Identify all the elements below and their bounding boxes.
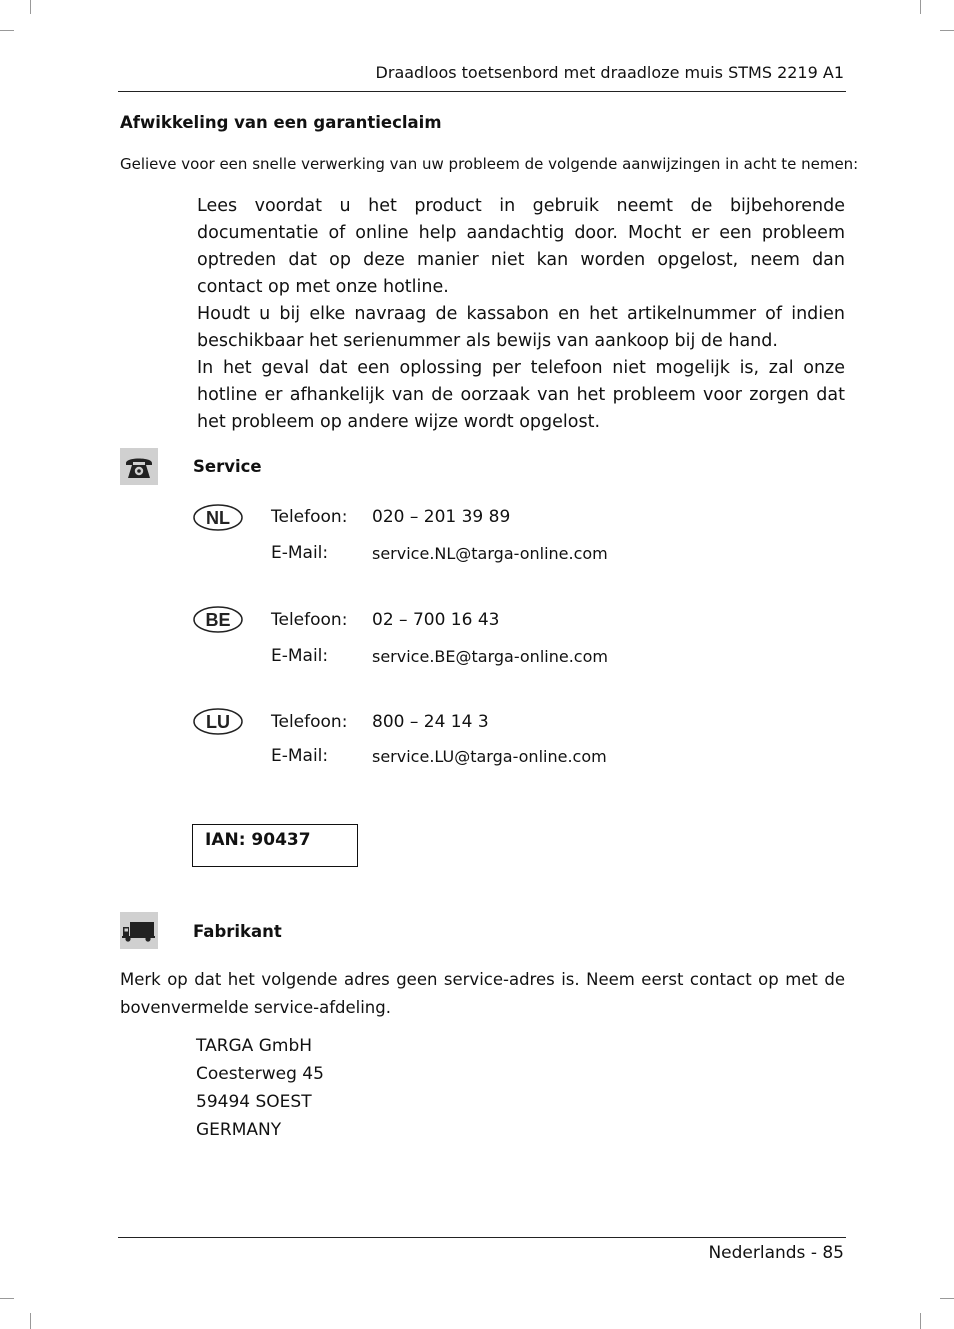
page-footer: Nederlands - 85 xyxy=(708,1243,844,1263)
instruction-paragraph: Lees voordat u het product in gebruik neemt de bijbehorende documentatie of online help aandachtig door. Mocht er een probleem optreden dat op deze manier niet kan worden opgelost, neem dan contact op met onze hotline. xyxy=(197,196,845,297)
svg-text:BE: BE xyxy=(205,610,231,630)
email-be: service.BE@targa-online.com xyxy=(372,647,608,666)
email-label: E-Mail: xyxy=(271,646,329,666)
warranty-heading: Afwikkeling van een garantieclaim xyxy=(120,113,442,132)
address-line: GERMANY xyxy=(196,1120,282,1140)
ian-number: IAN: 90437 xyxy=(205,830,311,850)
instruction-paragraph: Houdt u bij elke navraag de kassabon en het artikelnummer of indien beschikbaar het serienummer als bewijs van aankoop bij de hand. xyxy=(197,304,845,351)
phone-number-be: 02 – 700 16 43 xyxy=(372,610,500,630)
instruction-paragraph: In het geval dat een oplossing per telefoon niet mogelijk is, zal onze hotline er afhankelijk van de oorzaak van het probleem voor zorgen dat het probleem op andere wijze wordt opgelost. xyxy=(197,358,845,432)
email-label: E-Mail: xyxy=(271,746,329,766)
email-nl: service.NL@targa-online.com xyxy=(372,544,608,563)
crop-mark xyxy=(940,1298,954,1299)
crop-mark xyxy=(920,1313,921,1329)
phone-label: Telefoon: xyxy=(271,712,348,732)
header-rule xyxy=(118,91,846,92)
footer-rule xyxy=(118,1237,846,1238)
service-heading: Service xyxy=(193,457,262,476)
phone-number-nl: 020 – 201 39 89 xyxy=(372,507,511,527)
crop-mark xyxy=(30,0,31,14)
telephone-icon xyxy=(120,448,158,485)
manufacturer-address xyxy=(196,1032,324,1144)
crop-mark xyxy=(0,30,14,31)
phone-label: Telefoon: xyxy=(271,507,348,527)
crop-mark xyxy=(30,1313,31,1329)
email-label: E-Mail: xyxy=(271,543,329,563)
manufacturer-heading: Fabrikant xyxy=(193,922,282,941)
address-line: 59494 SOEST xyxy=(196,1092,312,1112)
country-badge-lu xyxy=(193,708,243,735)
country-badge-nl xyxy=(193,504,243,531)
crop-mark xyxy=(940,30,954,31)
country-badge-be xyxy=(193,606,243,633)
address-line: Coesterweg 45 xyxy=(196,1064,324,1084)
svg-text:NL: NL xyxy=(206,508,230,528)
warranty-intro: Gelieve voor een snelle verwerking van uw probleem de volgende aanwijzingen in acht te nemen: xyxy=(120,155,859,173)
warranty-instructions xyxy=(197,193,845,436)
crop-mark xyxy=(920,0,921,14)
email-lu: service.LU@targa-online.com xyxy=(372,747,607,766)
manufacturer-note: Merk op dat het volgende adres geen service-adres is. Neem eerst contact op met de bovenvermelde service-afdeling. xyxy=(120,970,845,1017)
phone-number-lu: 800 – 24 14 3 xyxy=(372,712,489,732)
svg-text:LU: LU xyxy=(206,712,230,732)
phone-label: Telefoon: xyxy=(271,610,348,630)
truck-icon xyxy=(120,912,158,949)
ian-box xyxy=(192,824,358,867)
crop-mark xyxy=(0,1298,14,1299)
page-header-title: Draadloos toetsenbord met draadloze muis STMS 2219 A1 xyxy=(375,63,844,82)
address-line: TARGA GmbH xyxy=(196,1036,313,1056)
